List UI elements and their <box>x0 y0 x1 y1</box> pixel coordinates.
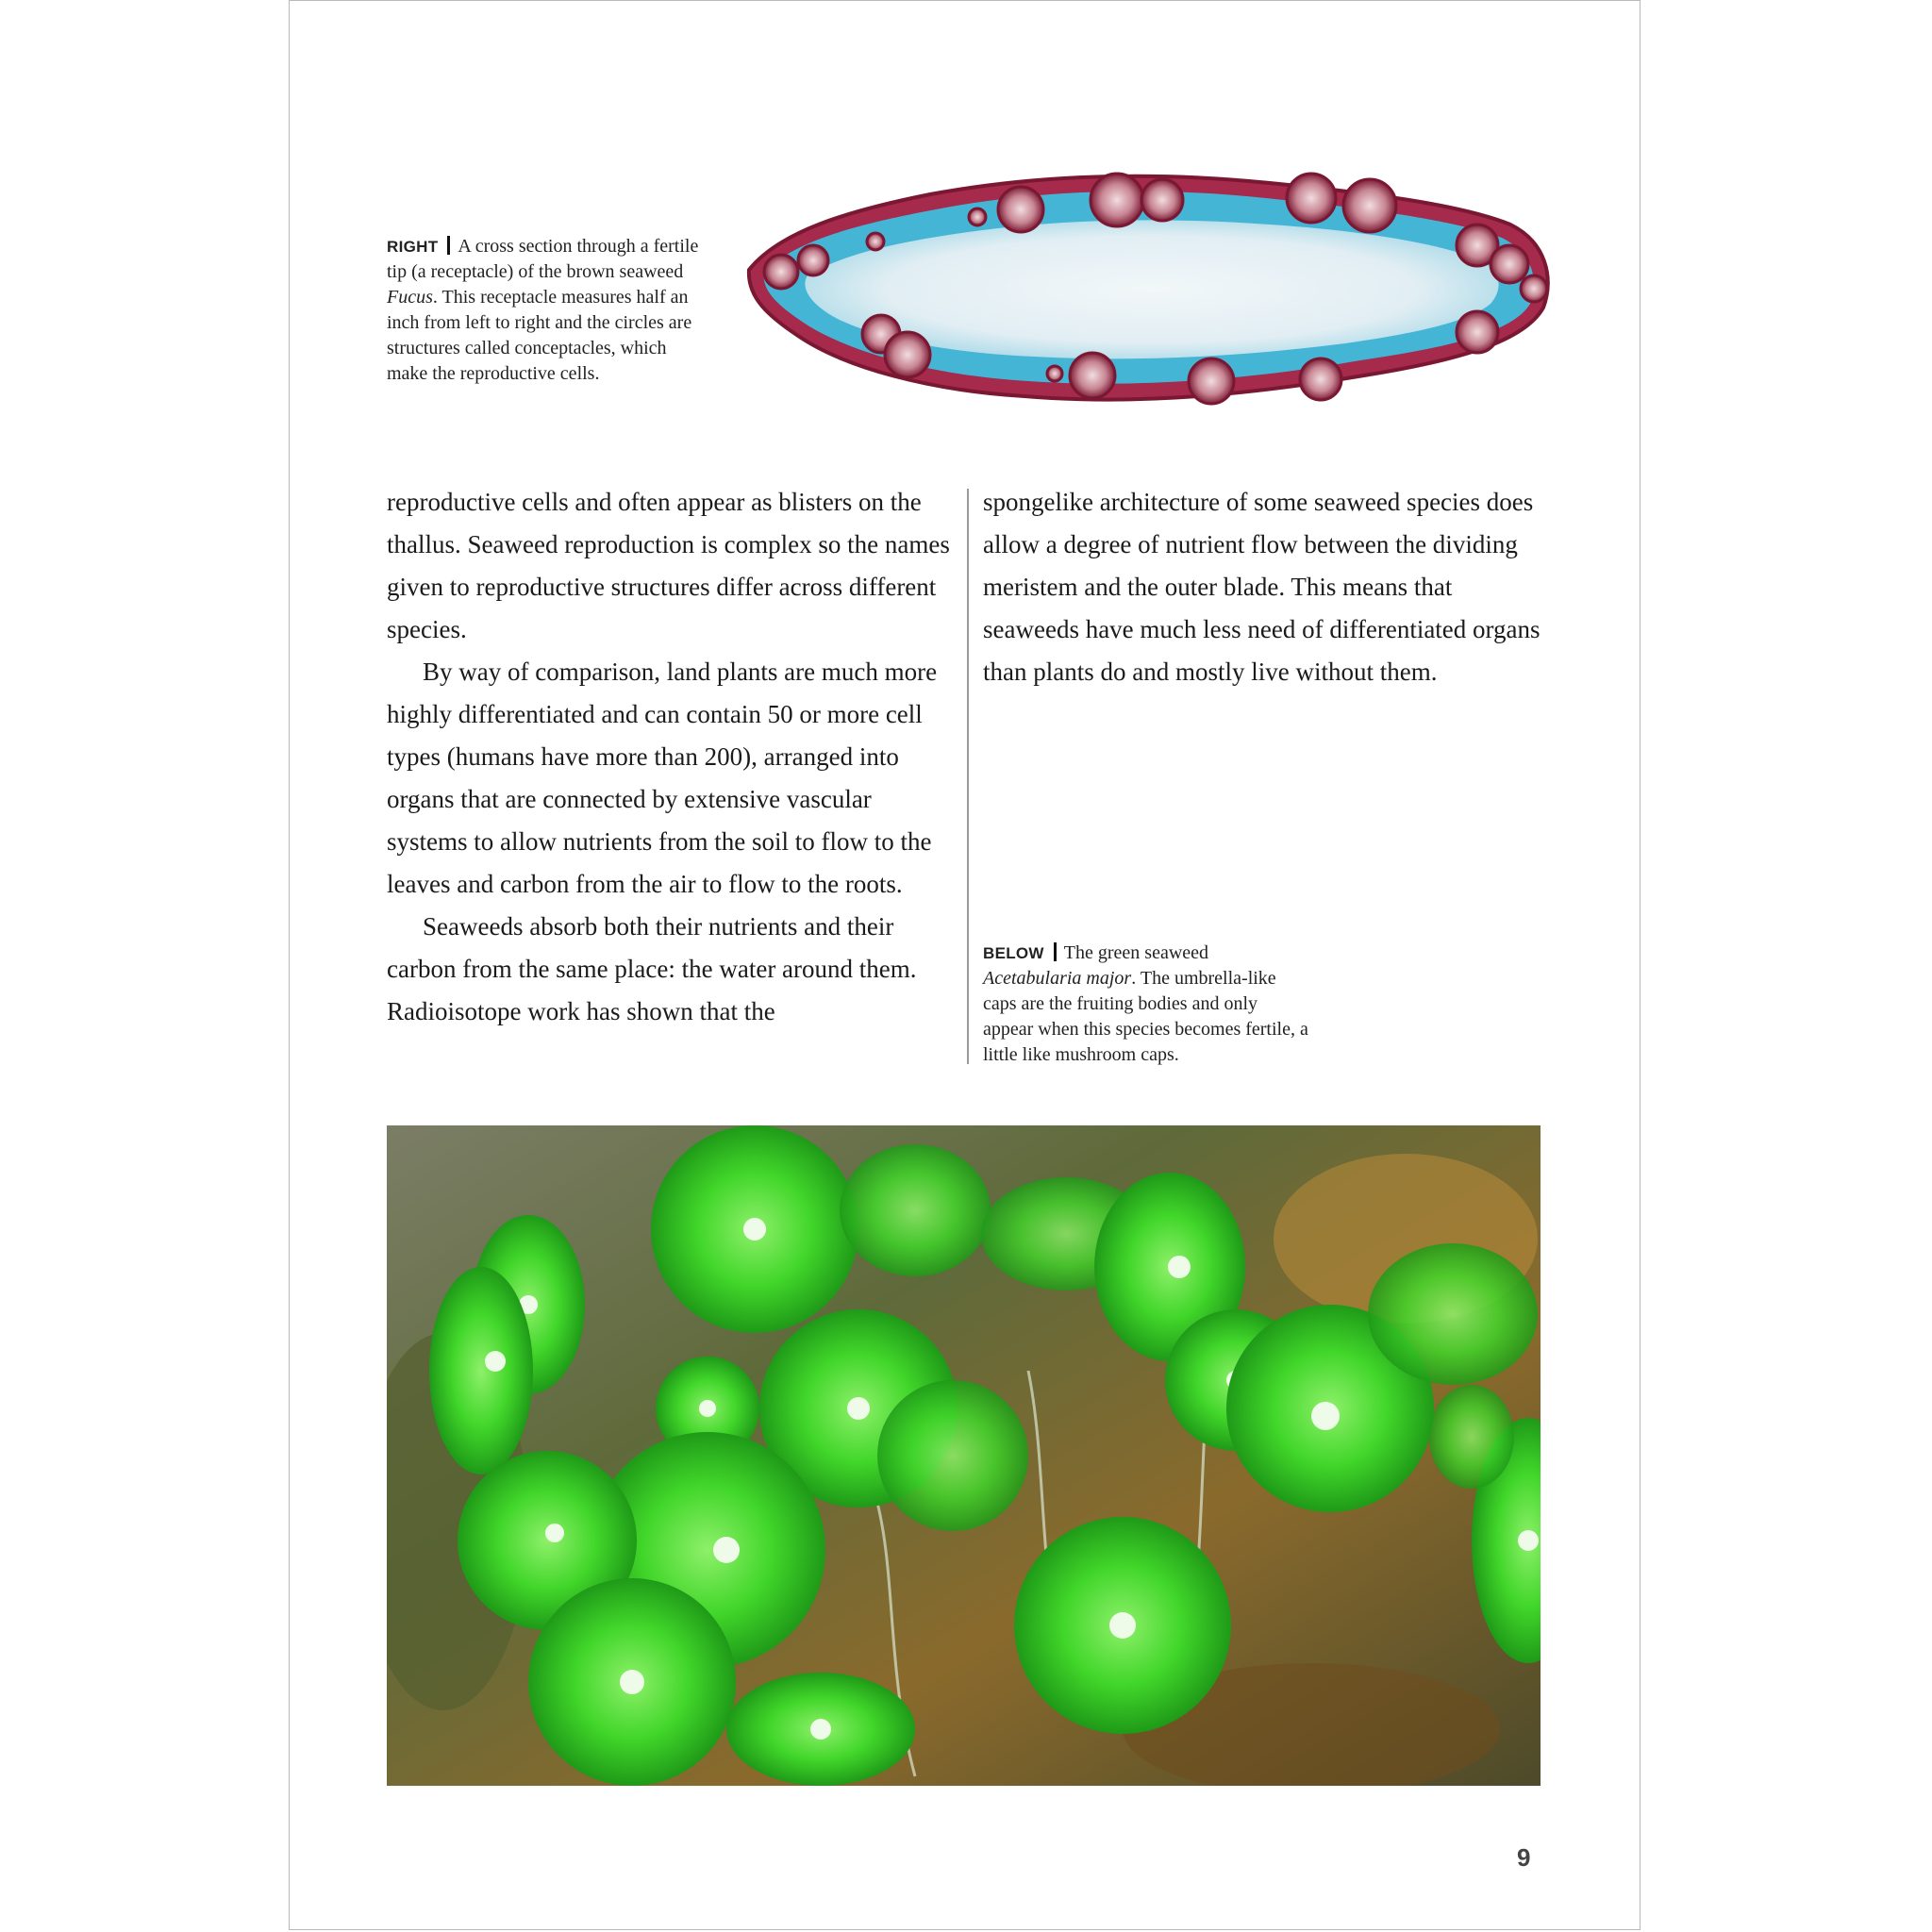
caption-below-text-2: . The umbrella-like caps are the fruiting bodies and only appear when this species becomes fertile, a little like mushroom caps. <box>983 968 1308 1065</box>
caption-label-below: BELOW <box>983 944 1044 962</box>
caption-divider-bar <box>447 236 450 255</box>
caption-right-italic: Fucus <box>387 287 433 308</box>
column-divider <box>967 489 969 1064</box>
caption-below <box>983 941 1308 1068</box>
caption-divider-bar <box>1054 942 1057 961</box>
caption-below-text-1: The green seaweed <box>1063 942 1209 963</box>
fucus-cross-section-image <box>741 166 1555 413</box>
caption-right <box>387 234 708 387</box>
page-number: 9 <box>1517 1843 1531 1872</box>
caption-right-text-1: A cross section through a fertile tip (a receptacle) of the brown seaweed <box>387 236 699 282</box>
caption-below-italic: Acetabularia major <box>983 968 1132 989</box>
caption-right-text-2: . This receptacle measures half an inch from left to right and the circles are structures called conceptacles, which make the reproductive cells. <box>387 287 692 384</box>
acetabularia-photo <box>387 1125 1541 1786</box>
left-paragraph-2: By way of comparison, land plants are much more highly differentiated and can contain 50 or more cell types (humans have more than 200), arranged into organs that are connected by extensive vascular systems to allow nutrients from the soil to flow to the leaves and carbon from the air to flow to the roots. <box>387 658 938 898</box>
right-paragraph-1: spongelike architecture of some seaweed species does allow a degree of nutrient flow between the dividing meristem and the outer blade. This means that seaweeds have much less need of differentiated organs than plants do and mostly live without them. <box>983 488 1541 686</box>
caption-label-right: RIGHT <box>387 238 439 256</box>
left-paragraph-1: reproductive cells and often appear as blisters on the thallus. Seaweed reproduction is complex so the names given to reproductive structures differ across different species. <box>387 488 950 643</box>
right-column <box>983 481 1549 693</box>
left-paragraph-3: Seaweeds absorb both their nutrients and their carbon from the same place: the water around them. Radioisotope work has shown that the <box>387 912 917 1025</box>
left-column <box>387 481 953 1033</box>
